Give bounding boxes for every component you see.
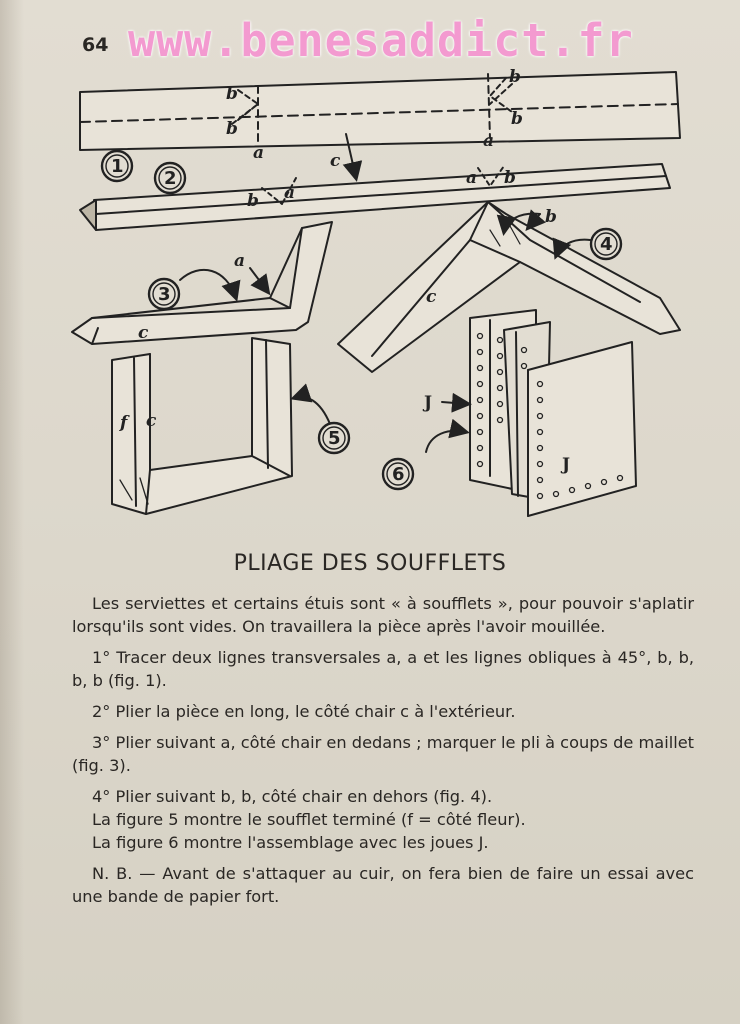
watermark: www.benesaddict.fr xyxy=(128,14,634,67)
fig5-label-c: c xyxy=(146,411,157,431)
fig3-label-c: c xyxy=(138,323,149,343)
fig4-label-c: c xyxy=(426,287,437,307)
paragraph-step-3: 3° Plier suivant a, côté chair en dedans ; marquer le pli à coups de maillet (fig. 3). xyxy=(72,733,694,775)
fig1-label-b: b xyxy=(226,84,238,104)
page-number: 64 xyxy=(82,34,109,56)
paragraph-step-4: 4° Plier suivant b, b, côté chair en dehors (fig. 4). xyxy=(92,787,493,806)
fig1-label-a: a xyxy=(253,143,265,163)
fig5-label-f: f xyxy=(120,413,128,433)
fig4-label-b: b xyxy=(545,207,557,227)
fig2-label-c: c xyxy=(330,151,341,171)
figure-6-assembly xyxy=(426,310,636,516)
fig1-label-b: b xyxy=(226,119,238,139)
fig6-label-j: J xyxy=(562,455,571,475)
paragraph-figure-6: La figure 6 montre l'assemblage avec les joues J. xyxy=(92,833,489,852)
callout-3: 3 xyxy=(158,284,171,305)
fig6-label-j: J xyxy=(424,393,433,413)
body-text xyxy=(72,592,694,916)
callout-4: 4 xyxy=(600,234,613,255)
fig1-label-b: b xyxy=(511,109,523,129)
fig2-label-a: a xyxy=(466,168,478,188)
paragraph-intro: Les serviettes et certains étuis sont « à soufflets », pour pouvoir s'aplatir lorsqu'ils sont vides. On travaillera la pièce après l'avoir mouillée. xyxy=(72,594,694,636)
fig2-label-a: a xyxy=(284,183,296,203)
section-title: PLIAGE DES SOUFFLETS xyxy=(233,551,507,576)
callout-2: 2 xyxy=(164,168,177,189)
callout-5: 5 xyxy=(328,428,341,449)
fig2-label-b: b xyxy=(504,168,516,188)
paragraph-step-2: 2° Plier la pièce en long, le côté chair c à l'extérieur. xyxy=(92,702,516,721)
fig1-label-a: a xyxy=(483,131,495,151)
fig1-label-b: b xyxy=(509,67,521,87)
fig3-label-a: a xyxy=(234,251,246,271)
fig2-label-b: b xyxy=(247,191,259,211)
paragraph-step-1: 1° Tracer deux lignes transversales a, a et les lignes obliques à 45°, b, b, b, b (fig. 1). xyxy=(72,648,694,690)
figure-1-strip xyxy=(80,72,680,150)
callout-1: 1 xyxy=(111,156,124,177)
paragraph-note: N. B. — Avant de s'attaquer au cuir, on fera bien de faire un essai avec une bande de papier fort. xyxy=(72,864,694,906)
figure-3-fold xyxy=(72,222,332,344)
callout-6: 6 xyxy=(392,464,405,485)
paragraph-figure-5: La figure 5 montre le soufflet terminé (f = côté fleur). xyxy=(92,810,526,829)
figure-5-gusset xyxy=(112,338,330,514)
